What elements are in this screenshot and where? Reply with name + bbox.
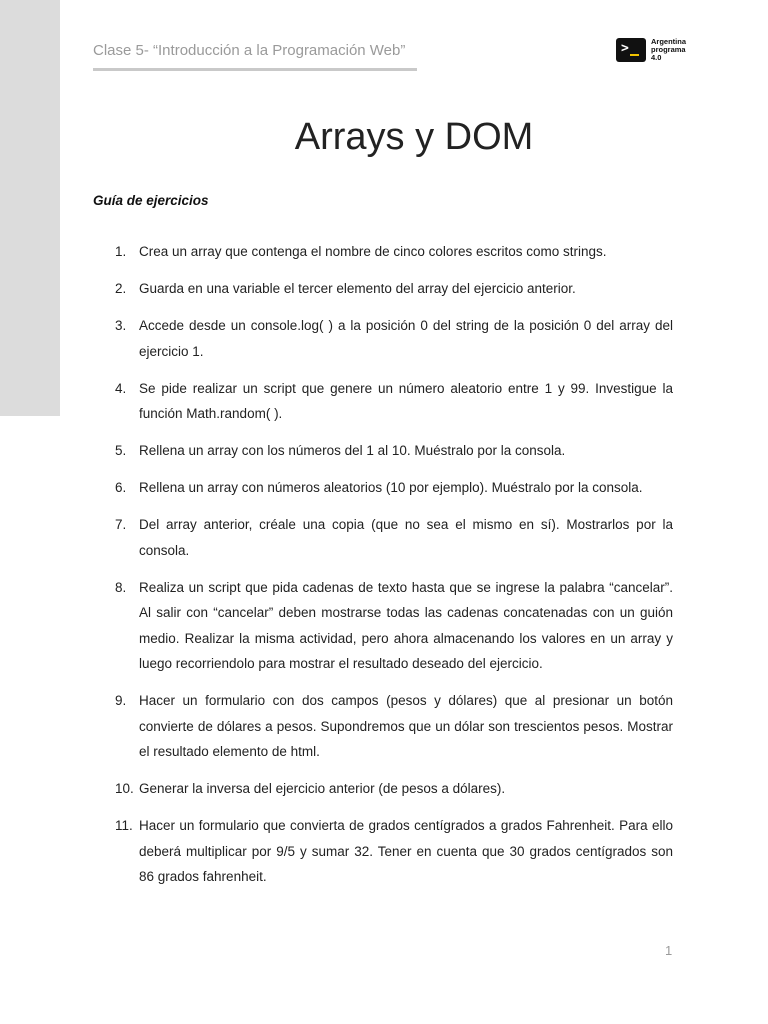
- item-number: 1.: [115, 244, 127, 259]
- list-item: [93, 776, 673, 802]
- logo-text: [651, 38, 686, 62]
- list-item: [93, 276, 673, 302]
- item-number: 6.: [115, 480, 127, 495]
- list-item: [93, 512, 673, 563]
- page-title: Arrays y DOM: [294, 116, 534, 158]
- item-text: Guarda en una variable el tercer elemento del array del ejercicio anterior.: [139, 281, 576, 296]
- list-item: [93, 688, 673, 765]
- item-text: Se pide realizar un script que genere un número aleatorio entre 1 y 99. Investigue la función Math.random( ).: [139, 380, 673, 421]
- argentina-programa-logo: [616, 37, 686, 63]
- item-number: 2.: [115, 281, 127, 296]
- item-text: Rellena un array con números aleatorios (10 por ejemplo). Muéstralo por la consola.: [139, 480, 643, 495]
- item-number: 7.: [115, 517, 127, 532]
- logo-line-1: Argentina: [651, 37, 687, 46]
- list-item: [93, 313, 673, 364]
- list-item: [93, 239, 673, 265]
- item-text: Crea un array que contenga el nombre de cinco colores escritos como strings.: [139, 244, 607, 259]
- list-item: [93, 575, 673, 677]
- side-bar-decoration: [0, 0, 60, 416]
- logo-line-2: programa: [651, 45, 686, 54]
- item-number: 8.: [115, 579, 127, 595]
- item-text: Rellena un array con los números del 1 al 10. Muéstralo por la consola.: [139, 443, 566, 458]
- item-number: 3.: [115, 318, 127, 333]
- item-number: 10.: [115, 781, 134, 796]
- header-divider: [93, 68, 417, 71]
- item-text: Accede desde un console.log( ) a la posición 0 del string de la posición 0 del array del ejercicio 1.: [139, 318, 673, 359]
- item-number: 9.: [115, 693, 127, 708]
- item-text: Hacer un formulario con dos campos (pesos y dólares) que al presionar un botón convierte de dólares a pesos. Supondremos que un dólar son trescientos pesos. Mostrar el resultado elemento de html.: [139, 693, 673, 759]
- item-number: 4.: [115, 380, 127, 396]
- item-text: Generar la inversa del ejercicio anterior (de pesos a dólares).: [139, 781, 506, 796]
- item-number: 5.: [115, 443, 127, 458]
- item-text: Realiza un script que pida cadenas de texto hasta que se ingrese la palabra “cancelar”. Al salir con “cancelar” deben mostrarse todas las cadenas concatenadas con un guión medio. Realizar la misma actividad, pero ahora almacenando los valores en un array y luego recorriendolo para mostrar el resultado deseado del ejercicio.: [139, 579, 673, 671]
- list-item: [93, 813, 673, 890]
- header-title: Clase 5- “Introducción a la Programación Web”: [93, 42, 406, 59]
- logo-line-3: 4.0: [651, 53, 662, 62]
- item-text: Del array anterior, créale una copia (que no sea el mismo en sí). Mostrarlos por la consola.: [139, 517, 673, 558]
- section-subtitle: Guía de ejercicios: [93, 193, 209, 208]
- list-item: [93, 438, 673, 464]
- list-item: [93, 475, 673, 501]
- exercise-list: [93, 239, 673, 901]
- list-item: [93, 376, 673, 427]
- item-text: Hacer un formulario que convierta de grados centígrados a grados Fahrenheit. Para ello deberá multiplicar por 9/5 y sumar 32. Tener en cuenta que 30 grados centígrados son 86 grados fahrenheit.: [139, 818, 673, 884]
- item-number: 11.: [115, 818, 133, 833]
- terminal-prompt-icon: >: [616, 38, 646, 62]
- page-number: 1: [665, 943, 673, 958]
